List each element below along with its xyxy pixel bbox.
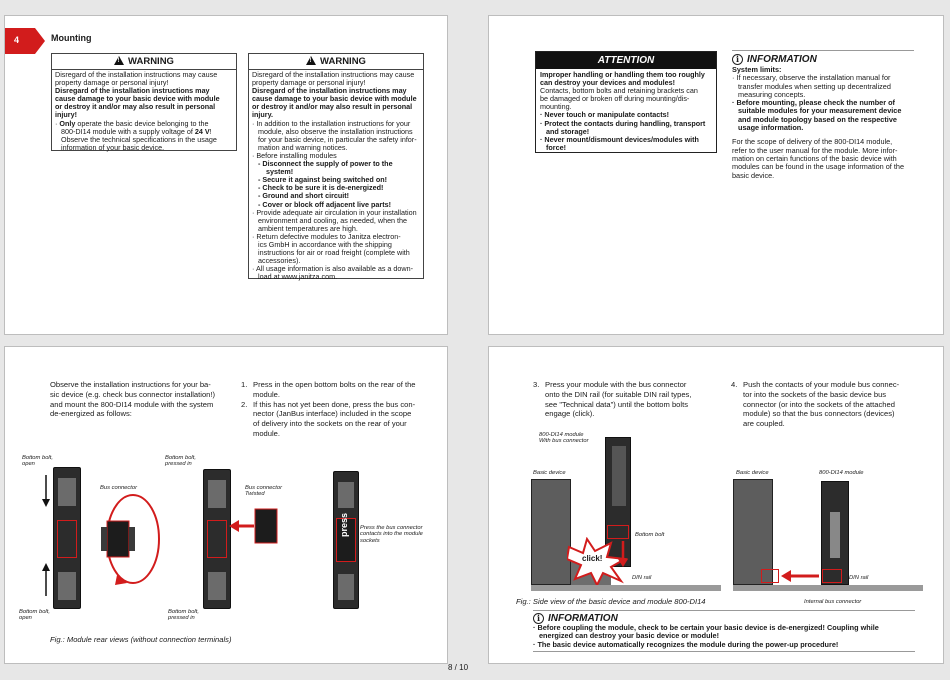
figure-caption: Fig.: Module rear views (without connection terminals) bbox=[50, 635, 232, 644]
module-rear-view-open bbox=[53, 467, 81, 609]
bus-socket-highlight bbox=[761, 569, 779, 583]
label-bottom-bolt-pressed-lower: Bottom bolt, pressed in bbox=[168, 609, 199, 622]
warning-heading: !WARNING bbox=[52, 54, 236, 70]
module-rear-view-press bbox=[333, 471, 359, 609]
click-label: click! bbox=[582, 554, 603, 563]
step-4: 4. Push the contacts of your module bus connec- tor into the sockets of the basic device bus connector (or into the sockets of the attached module) so that the bus connectors (devices) are coupled. bbox=[731, 380, 900, 429]
label-bottom-bolt-pressed: Bottom bolt, pressed in bbox=[165, 455, 196, 468]
din-rail-left bbox=[531, 585, 721, 591]
warning-triangle-icon bbox=[114, 56, 124, 65]
warning-box-supply: !WARNING Disregard of the installation instructions may cause property damage or personal injury! Disregard of the installation instructions may cause damage to your basic device with module or destroy it and/or may also result in personal injury! · Only operate the basic device belonging to the 800-DI14 module with a supply voltage of 24 V! Observe the technical specifications in the usage information of your basic device. bbox=[51, 53, 237, 151]
label-bottom-bolt-open: Bottom bolt, open bbox=[22, 455, 53, 468]
warning-triangle-icon bbox=[306, 56, 316, 65]
label-bus-twisted: Bus connector Twisted bbox=[245, 485, 283, 498]
information-box-coupling: i INFORMATION · Before coupling the module, check to be certain your basic device is de-energized! Coupling while energized can destroy your basic device or module! · The basic device automatically recognizes the module during the power-up procedure! bbox=[533, 610, 915, 652]
information-box: i INFORMATION System limits: · If necessary, observe the installation manual for transfer modules when setting up decentralized measuring concepts. · Before mounting, please check the number of suitable modules for your measurement device and module topology based on the respective usage information. For the scope of delivery of the 800-DI14 module, refer to the user manual for the module. More infor- mation on certain functions of the basic device with modules can be found in the usage information of the basic device. bbox=[732, 50, 914, 180]
information-heading: i INFORMATION bbox=[533, 613, 915, 624]
push-arrow-icon bbox=[779, 569, 821, 583]
figure-caption: Fig.: Side view of the basic device and module 800-DI14 bbox=[516, 597, 706, 606]
insert-arrow-icon bbox=[227, 507, 287, 547]
info-icon: i bbox=[732, 54, 743, 65]
label-din-rail-2: DIN rail bbox=[849, 575, 869, 581]
label-bus-connector: Bus connector bbox=[100, 485, 138, 491]
bus-connector-rotation-icon bbox=[95, 487, 165, 587]
press-label: press bbox=[339, 512, 349, 537]
label-module-with-bus: 800-DI14 module With bus connector bbox=[539, 432, 589, 445]
bus-plug-highlight bbox=[822, 569, 842, 583]
manual-page-mounting bbox=[4, 15, 448, 335]
warning-box-installation: !WARNING Disregard of the installation instructions may cause property damage or personal injury! Disregard of the installation instructions may cause damage to your basic device with module or destroy it and/or may also result in personal injury. · In addition to the installation instructions for your module, also observe the installation instructions for your basic device, in particular the safety infor- mation and warning notices. · Before installing modules - Disconnect the supply of power to the system! - Secure it against being switched on! - Check to be sure it is de-energized! - Ground and short circuit! - Cover or block off adjacent live parts! · Provide adequate air circulation in your installation environment and cooling, as needed, when the ambient temperatures are high. · Return defective modules to Janitza electron- ics GmbH in accordance with the shipping instructions for air or road freight (complete with accessories). · All usage information is also available as a down- load at www.janitza.com. bbox=[248, 53, 424, 279]
label-module-2: 800-DI14 module bbox=[819, 470, 864, 476]
manual-page-attention bbox=[488, 15, 944, 335]
chapter-tab-icon bbox=[5, 28, 47, 54]
information-heading: i INFORMATION bbox=[732, 54, 914, 65]
label-internal-bus: Internal bus connector bbox=[804, 599, 862, 605]
label-basic-device-2: Basic device bbox=[736, 470, 769, 476]
arrow-bolts-icon bbox=[41, 471, 51, 601]
manual-page-side-view bbox=[488, 346, 944, 664]
label-bottom-bolt: Bottom bolt bbox=[635, 532, 665, 538]
manual-page-rear-views bbox=[4, 346, 448, 664]
basic-device-left bbox=[531, 479, 571, 585]
step-3: 3. Press your module with the bus connector onto the DIN rail (for suitable DIN rail types, see "Technical data") until the bottom bolts engage (click). bbox=[533, 380, 692, 419]
din-rail-right bbox=[733, 585, 923, 591]
section-title: Mounting bbox=[51, 33, 92, 43]
label-basic-device: Basic device bbox=[533, 470, 566, 476]
intro-text: Observe the installation instructions for your ba- sic device (e.g. check bus connector installation!) and mount the 800-DI14 module with the system de-energized as follows: bbox=[50, 380, 216, 419]
label-press-connector: Press the bus connector contacts into the module sockets bbox=[360, 525, 423, 544]
label-din-rail: DIN rail bbox=[632, 575, 652, 581]
attention-heading: ATTENTION bbox=[536, 52, 716, 69]
chapter-number: 4 bbox=[14, 35, 20, 45]
label-bottom-bolt-open-lower: Bottom bolt, open bbox=[19, 609, 50, 622]
info-icon: i bbox=[533, 613, 544, 624]
steps-1-2: 1. Press in the open bottom bolts on the rear of the module. 2. If this has not yet been done, press the bus con- nector (JanBus interface) included in the scope of delivery into the sockets on the rear of your module. bbox=[241, 380, 416, 438]
warning-heading: !WARNING bbox=[249, 54, 423, 70]
attention-box: ATTENTION Improper handling or handling them too roughly can destroy your devices and modules! Contacts, bottom bolts and retaining brackets can be damaged or broken off during mounting/dis- mounting. · Never touch or manipulate contacts! · Protect the contacts during handling, transport and storage! · Never mount/dismount devices/modules with force! bbox=[535, 51, 717, 153]
page-number: 8 / 10 bbox=[448, 663, 469, 672]
